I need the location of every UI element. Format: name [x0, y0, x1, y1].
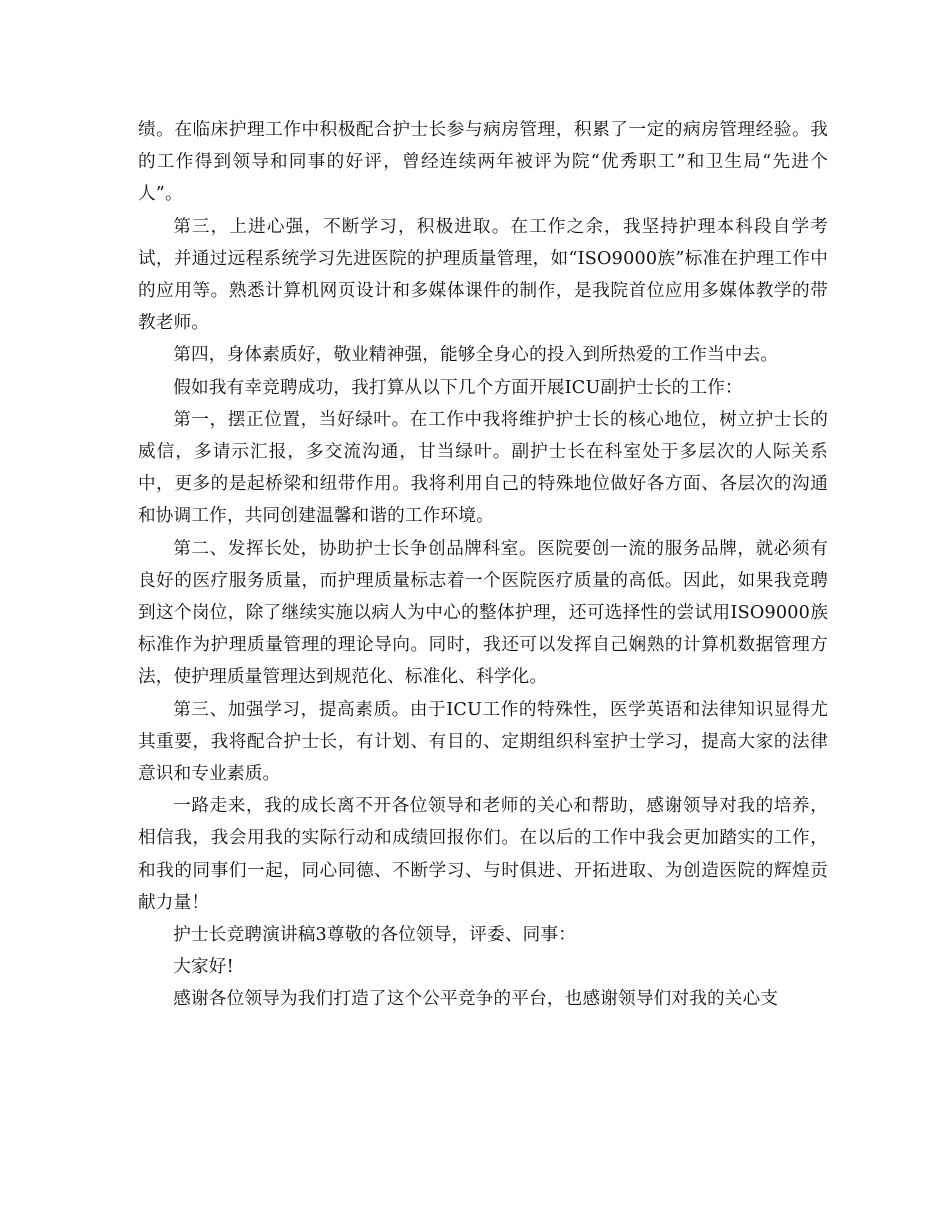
document-body [138, 114, 828, 1016]
paragraph-3: 第四，身体素质好，敬业精神强，能够全身心的投入到所热爱的工作当中去。 [173, 345, 779, 366]
paragraph-9: 护士长竞聘演讲稿3尊敬的各位领导，评委、同事： [173, 925, 577, 946]
paragraph-6: 第二、发挥长处，协助护士长争创品牌科室。医院要创一流的服务品牌，就必须有良好的医疗服务质量，而护理质量标志着一个医院医疗质量的高低。因此，如果我竞聘到这个岗位，除了继续实施以病人为中心的整体护理，还可选择性的尝试用ISO9000族标准作为护理质量管理的理论导向。同时，我还可以发挥自己娴熟的计算机数据管理方法，使护理质量管理达到规范化、标准化、科学化。 [138, 538, 828, 688]
paragraph-2: 第三，上进心强，不断学习，积极进取。在工作之余，我坚持护理本科段自学考试，并通过远程系统学习先进医院的护理质量管理，如“ISO9000族”标准在护理工作中的应用等。熟悉计算机网页设计和多媒体课件的制作，是我院首位应用多媒体教学的带教老师。 [138, 216, 828, 334]
paragraph-8: 一路走来，我的成长离不开各位领导和老师的关心和帮助，感谢领导对我的培养，相信我，我会用我的实际行动和成绩回报你们。在以后的工作中我会更加踏实的工作，和我的同事们一起，同心同德、不断学习、与时俱进、开拓进取、为创造医院的辉煌贡献力量！ [138, 796, 828, 913]
paragraph-10: 大家好! [173, 957, 234, 978]
paragraph-5: 第一，摆正位置，当好绿叶。在工作中我将维护护士长的核心地位，树立护士长的威信，多请示汇报，多交流沟通，甘当绿叶。副护士长在科室处于多层次的人际关系中，更多的是起桥梁和纽带作用。我将利用自己的特殊地位做好各方面、各层次的沟通和协调工作，共同创建温馨和谐的工作环境。 [138, 409, 828, 527]
paragraph-4: 假如我有幸竞聘成功，我打算从以下几个方面开展ICU副护士长的工作： [173, 377, 743, 398]
paragraph-7: 第三、加强学习，提高素质。由于ICU工作的特殊性，医学英语和法律知识显得尤其重要，我将配合护士长，有计划、有目的、定期组织科室护士学习，提高大家的法律意识和专业素质。 [138, 699, 828, 785]
paragraph-11: 感谢各位领导为我们打造了这个公平竞争的平台，也感谢领导们对我的关心支 [173, 989, 779, 1010]
paragraph-1: 绩。在临床护理工作中积极配合护士长参与病房管理，积累了一定的病房管理经验。我的工作得到领导和同事的好评，曾经连续两年被评为院“优秀职工”和卫生局“先进个人”。 [138, 120, 828, 205]
